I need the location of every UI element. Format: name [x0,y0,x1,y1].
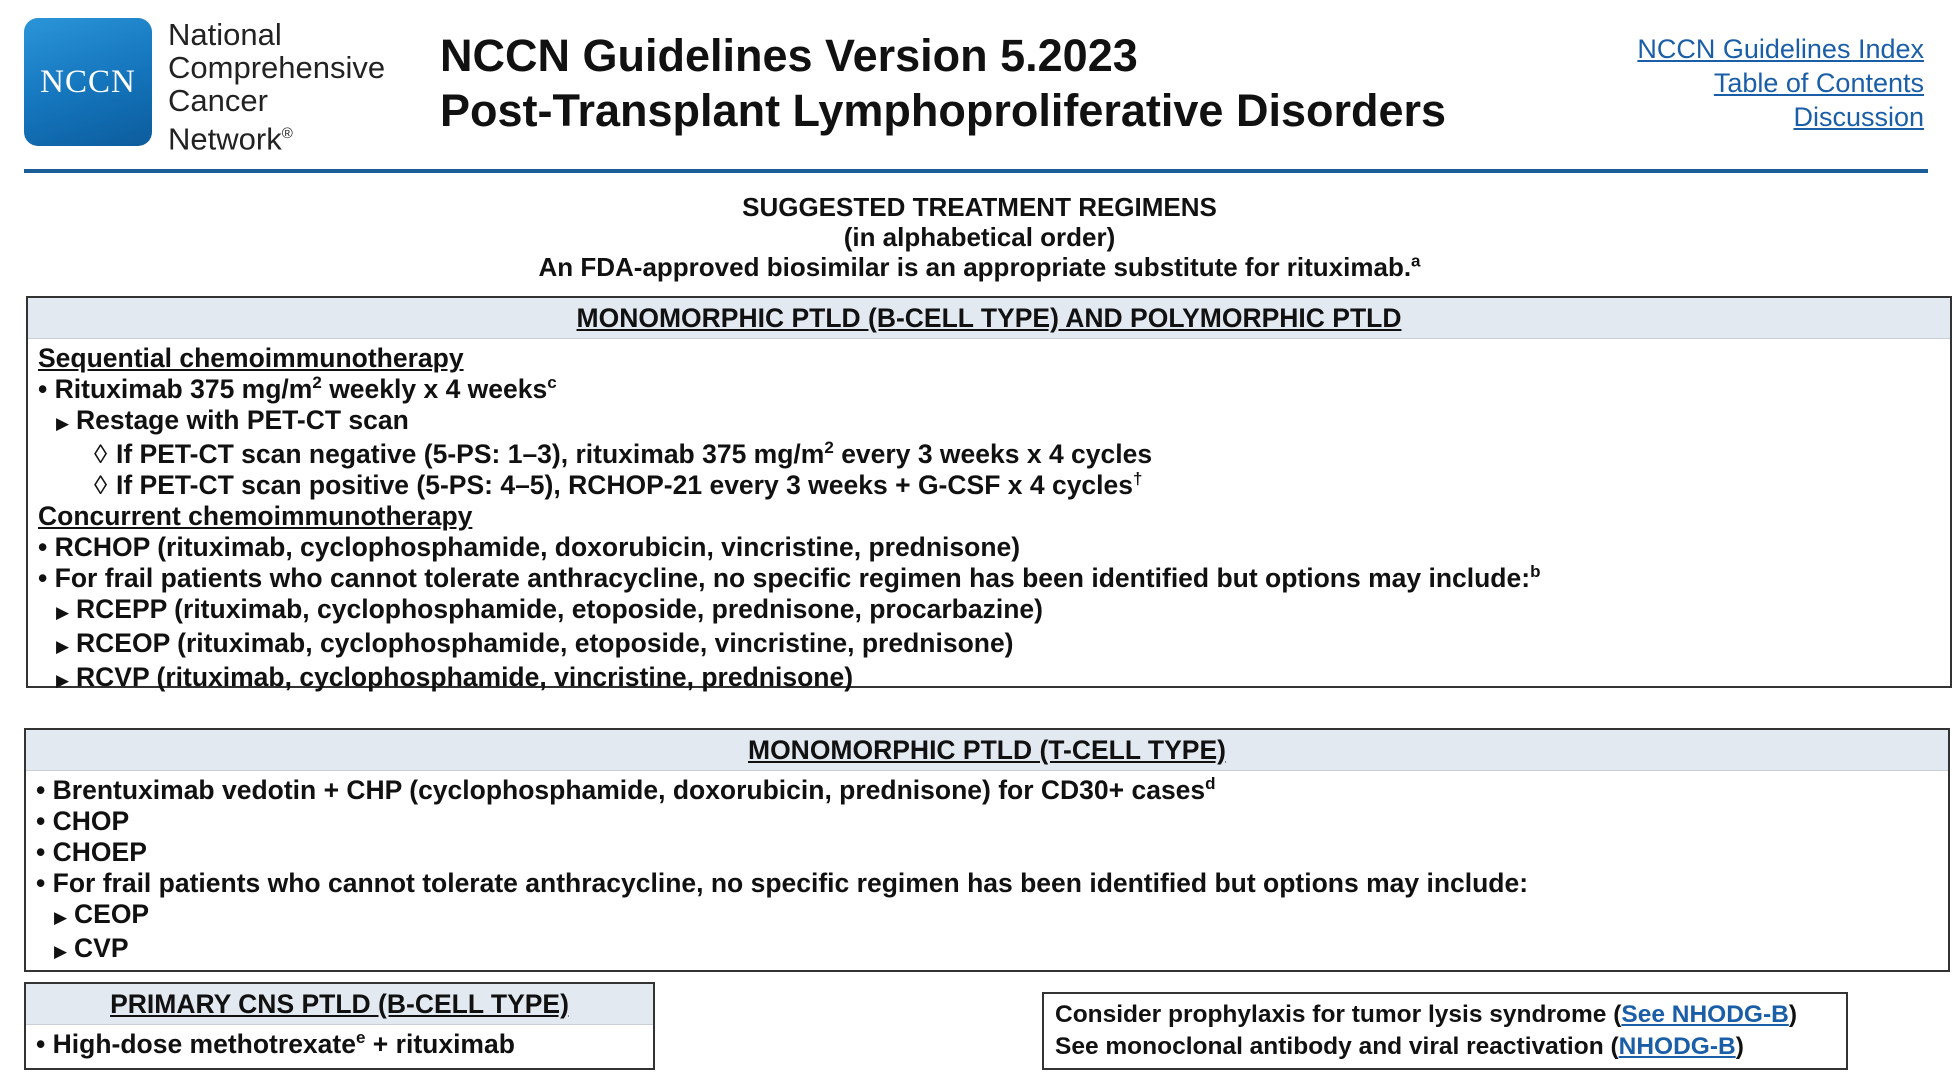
rceop-text: RCEOP (rituximab, cyclophosphamide, etoposide, vincristine, prednisone) [76,628,1014,658]
b-cell-polymorphic-panel [26,296,1952,692]
methotrexate-rituximab-text: + rituximab [365,1029,515,1059]
footnote-d: d [1205,774,1216,794]
diamond-bullet-icon: ◊ [94,439,108,469]
regimens-heading: SUGGESTED TREATMENT REGIMENS [742,192,1217,222]
pet-negative-text: If PET-CT scan negative (5-PS: 1–3), rituximab 375 mg/m [116,439,825,469]
concurrent-chemoimmunotherapy-title: Concurrent chemoimmunotherapy [38,501,473,531]
header-divider [24,169,1928,173]
triangle-bullet-icon: ▶ [56,637,70,656]
pet-negative-schedule: every 3 weeks x 4 cycles [833,439,1153,469]
nccn-logo [24,18,152,146]
chop-item: • CHOP [36,806,130,836]
table-of-contents-link[interactable]: Table of Contents [1713,68,1924,98]
rcvp-item [38,662,1950,696]
page-title [440,28,1446,138]
pet-positive-text: If PET-CT scan positive (5-PS: 4–5), RCHOP-21 every 3 weeks + G-CSF x 4 cycles [116,470,1134,500]
rituximab-weekly-schedule: weekly x 4 weeks [321,374,548,404]
regimens-intro [0,192,1959,282]
brentuximab-item [36,775,1948,806]
t-cell-panel [24,728,1950,972]
primary-cns-panel [24,982,655,1070]
primary-cns-panel-body [26,1025,653,1060]
t-cell-frail-item: • For frail patients who cannot tolerate anthracycline, no specific regimen has been identified but options may include: [36,868,1529,898]
b-cell-panel-title: MONOMORPHIC PTLD (B-CELL TYPE) AND POLYMORPHIC PTLD [28,298,1950,339]
brentuximab-text: • Brentuximab vedotin + CHP (cyclophosphamide, doxorubicin, prednisone) for CD30+ cases [36,775,1206,805]
ceop-item [36,899,1948,933]
frail-patients-text: • For frail patients who cannot tolerate anthracycline, no specific regimen has been identified but options may include: [38,563,1531,593]
title-topic: Post-Transplant Lymphoproliferative Disorders [440,85,1447,136]
triangle-bullet-icon: ▶ [56,603,70,622]
diamond-bullet-icon: ◊ [94,470,108,500]
triangle-bullet-icon: ▶ [56,671,70,690]
organization-name [168,18,385,155]
footnote-c: c [547,373,557,393]
prophylaxis-note-box [1042,992,1848,1070]
cvp-text: CVP [74,933,129,963]
rituximab-weekly-text: • Rituximab 375 mg/m [38,374,313,404]
rcepp-text: RCEPP (rituximab, cyclophosphamide, etoposide, prednisone, procarbazine) [76,594,1043,624]
registered-mark: ® [281,125,293,142]
footnote-b: b [1530,562,1541,582]
restage-item [38,405,1950,439]
biosimilar-note [0,252,1959,282]
ceop-text: CEOP [74,899,150,929]
org-name-line-3: Cancer [168,83,268,118]
header-nav-links [1637,32,1924,134]
see-nhodg-b-link[interactable]: See NHODG-B [1621,1001,1789,1028]
title-version: NCCN Guidelines Version 5.2023 [440,30,1138,81]
org-name-line-1: National [168,17,282,52]
page-header [24,18,1924,168]
rituximab-weekly-item [38,374,1950,405]
b-cell-panel-body [28,339,1950,696]
frail-patients-item [38,563,1950,594]
pet-negative-item [38,439,1950,470]
footnote-dagger: † [1133,469,1143,489]
triangle-bullet-icon: ▶ [54,908,68,927]
triangle-bullet-icon: ▶ [54,942,68,961]
rchop-item: • RCHOP (rituximab, cyclophosphamide, doxorubicin, vincristine, prednisone) [38,532,1021,562]
viral-reactivation-text: See monoclonal antibody and viral reactivation ( [1055,1033,1619,1060]
t-cell-panel-title: MONOMORPHIC PTLD (T-CELL TYPE) [26,730,1948,771]
discussion-link[interactable]: Discussion [1793,102,1924,132]
triangle-bullet-icon: ▶ [56,414,70,433]
tumor-lysis-text: Consider prophylaxis for tumor lysis syndrome ( [1055,1001,1622,1028]
viral-reactivation-close: ) [1735,1033,1744,1060]
footnote-e: e [355,1028,366,1048]
logo-text: NCCN [40,63,136,100]
org-name-line-2: Comprehensive [168,50,386,85]
methotrexate-item [36,1029,653,1060]
tumor-lysis-note [1055,999,1846,1031]
rituximab-dose-exponent: 2 [312,373,322,393]
methotrexate-text: • High-dose methotrexate [36,1029,356,1059]
biosimilar-note-text: An FDA-approved biosimilar is an appropriate substitute for rituximab. [538,252,1412,282]
rcvp-text: RCVP (rituximab, cyclophosphamide, vincristine, prednisone) [76,662,854,692]
rceop-item [38,628,1950,662]
footnote-a: a [1411,251,1421,271]
rcepp-item [38,594,1950,628]
pet-positive-item [38,470,1950,501]
org-name-network: Network [168,121,282,157]
regimens-subheading: (in alphabetical order) [843,222,1116,252]
cvp-item [36,933,1948,967]
restage-text: Restage with PET-CT scan [76,405,409,435]
primary-cns-panel-title: PRIMARY CNS PTLD (B-CELL TYPE) [26,984,653,1025]
choep-item: • CHOEP [36,837,147,867]
sequential-chemoimmunotherapy-title: Sequential chemoimmunotherapy [38,343,464,373]
t-cell-panel-body [26,771,1948,967]
org-name-line-4 [168,117,385,155]
nhodg-b-link[interactable]: NHODG-B [1618,1033,1736,1060]
pet-negative-dose-exponent: 2 [824,438,834,458]
guidelines-index-link[interactable]: NCCN Guidelines Index [1637,34,1924,64]
tumor-lysis-close: ) [1788,1001,1797,1028]
viral-reactivation-note [1055,1031,1846,1063]
